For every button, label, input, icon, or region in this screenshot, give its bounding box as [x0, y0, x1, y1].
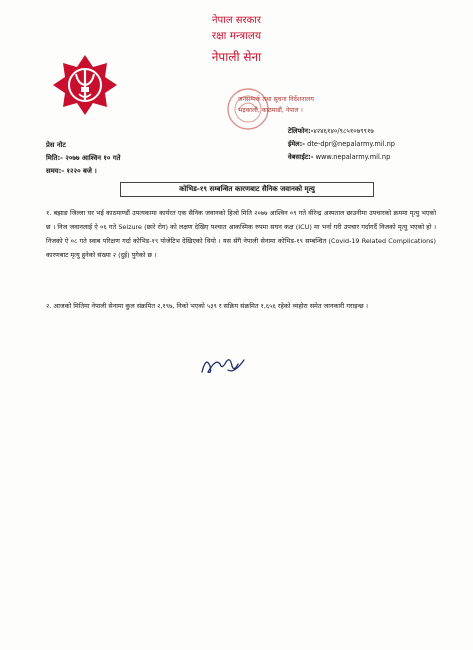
header-government: नेपाल सरकार: [212, 15, 261, 26]
nepal-army-emblem-icon: [52, 54, 118, 122]
header-army: नेपाली सेना: [211, 50, 262, 64]
email-address[interactable]: dte-dpr@nepalarmy.mil.np: [307, 140, 395, 148]
paragraph-1: १. बझाङ जिल्ला घर भई काठमाण्डौं उपत्यकामा कार्यरत एक सैनिक जवानको हिजो मिति २०७७ आश्विन ०९ गते वीरेन्द्र अस्पताल छाउनीमा उपचारको क्रममा मृत्यु भएको छ । निज जवानलाई ऐ ०६ गते Seizure (छारे रोग) को लक्षण देखिए पश्चात आकस्मिक रुपमा सघन कक्ष (ICU) मा भर्ना गरी उपचार गर्दागर्दै निजको मृत्यु भएको हो । निजको ऐ ०८ गते स्वाब परिक्षण गर्दा कोभिड-१९ पोजेटिभ देखिएको थियो । यस सँगै नेपाली सेनामा कोभिड-१९ सम्बन्धित (Covid-19 Related Complications) कारणबाट मृत्यु हुनेको संख्या २ (दुई) पुगेको छ ।: [46, 209, 436, 259]
directorate-name: जनसम्पर्क तथा सूचना निर्देशनालय: [238, 96, 314, 103]
contact-block: [288, 125, 395, 164]
paragraph-2: २. आजको मितिमा नेपाली सेनामा कुल संक्रमित २,१९७, निको भएको ५३९ र सक्रिय संक्रमित १,६५६ रहेको व्यहोरा समेत जानकारी गराइन्छ ।: [46, 302, 369, 310]
subject-heading: कोभिड-१९ सम्बन्धित कारणबाट सैनिक जवानको मृत्यु: [120, 182, 374, 197]
press-note-time: समय:- १२२० बजे ।: [46, 167, 97, 175]
header-ministry: रक्षा मन्त्रालय: [211, 30, 262, 42]
phone-label: टेलिफोन:-: [288, 127, 314, 135]
email-label: ईमेल:-: [288, 140, 306, 148]
signature-icon: [198, 352, 248, 378]
phone-number: ४२४६१४०/९८५१०७९९१७: [313, 127, 374, 135]
press-note-meta: [46, 139, 121, 178]
website-label: वेबसाईट:-: [288, 153, 314, 161]
press-note-date: मिति:- २०७७ आश्विन १० गते: [46, 154, 121, 162]
press-note-title: प्रेस नोट: [46, 141, 66, 149]
directorate-address: भद्रकाली, काठमाडौं, नेपाल ।: [238, 107, 303, 114]
website-url[interactable]: www.nepalarmy.mil.np: [315, 153, 391, 161]
directorate-block: [238, 94, 314, 116]
